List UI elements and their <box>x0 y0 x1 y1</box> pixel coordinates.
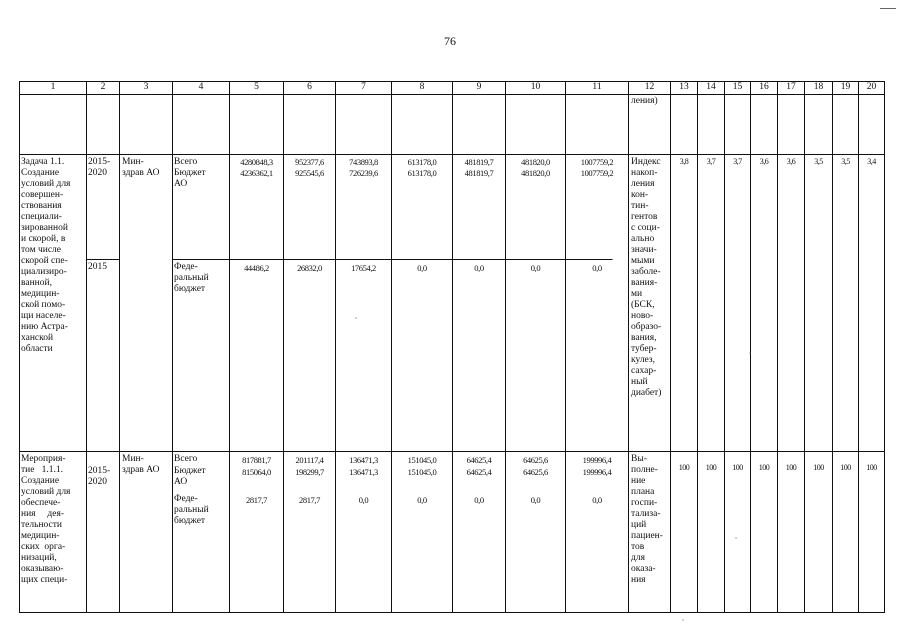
task-federal-value: 26832,0 <box>297 263 322 273</box>
header-col-11: 11 <box>592 82 602 92</box>
header-col-12: 12 <box>644 82 655 92</box>
measure-federal-value: 2817,7 <box>299 495 320 505</box>
header-col-1: 1 <box>50 82 56 92</box>
header-col-19: 19 <box>840 82 851 92</box>
task-federal-value: 17654,2 <box>351 263 376 273</box>
task-federal-value: 0,0 <box>530 263 541 273</box>
measure-source-regional: Бюджет АО <box>174 466 206 487</box>
measure-regional-value: 199996,4 <box>582 467 612 477</box>
measure-period: 2015- 2020 <box>88 466 111 487</box>
measure-target: 100 <box>840 463 851 472</box>
task-total-value: 613178,0 <box>407 157 437 167</box>
header-col-16: 16 <box>759 82 769 92</box>
measure-federal-value: 0,0 <box>358 495 369 505</box>
header-col-8: 8 <box>419 82 425 92</box>
task-target: 3,6 <box>786 157 796 166</box>
measure-total-value: 199996,4 <box>582 455 612 465</box>
task-target: 3,5 <box>814 157 823 166</box>
header-col-5: 5 <box>254 82 259 92</box>
measure-total-value: 151045,0 <box>407 455 437 465</box>
task-regional-value: 4236362,1 <box>240 168 273 178</box>
measure-federal-value: 2817,7 <box>246 495 267 505</box>
header-col-9: 9 <box>476 82 482 92</box>
measure-federal-value: 0,0 <box>530 495 541 505</box>
task-federal-value: 44486,2 <box>244 263 269 273</box>
task-federal-value: 0,0 <box>592 263 602 273</box>
task-target: 3,6 <box>759 157 769 166</box>
indicator-continuation: ления) <box>631 96 658 106</box>
task-source-total: Всего <box>174 157 198 167</box>
task-federal-value: 0,0 <box>417 263 427 273</box>
task-source-federal: Феде- ральный бюджет <box>174 262 209 294</box>
measure-target: 100 <box>866 463 877 472</box>
measure-source-federal: Феде- ральный бюджет <box>174 494 209 526</box>
header-col-14: 14 <box>706 82 716 92</box>
task-regional-value: 1007759,2 <box>580 168 614 178</box>
task-period: 2015- 2020 <box>88 157 111 178</box>
task-total-value: 481820,0 <box>521 157 550 167</box>
header-col-15: 15 <box>732 82 743 92</box>
measure-total-value: 817881,7 <box>242 455 271 465</box>
task-regional-value: 613178,0 <box>407 168 437 178</box>
measure-target: 100 <box>758 463 770 472</box>
measure-indicator: Вы- полне- ние плана госпи- тализа- ций пациен- тов для оказа- ния <box>631 454 663 585</box>
task-regional-value: 726239,6 <box>349 168 378 178</box>
measure-target: 100 <box>678 463 690 472</box>
measure-regional-value: 64625,6 <box>523 467 548 477</box>
task-total-value: 481819,7 <box>464 157 494 167</box>
task-regional-value: 481819,7 <box>464 168 494 178</box>
task-total-value: 743893,8 <box>349 157 378 167</box>
task-total-value: 952377,6 <box>295 157 324 167</box>
header-col-13: 13 <box>679 82 689 92</box>
measure-federal-value: 0,0 <box>474 495 484 505</box>
task-target: 3,7 <box>706 157 716 166</box>
task-target: 3,8 <box>679 157 689 166</box>
measure-federal-value: 0,0 <box>417 495 427 505</box>
measure-regional-value: 64625,4 <box>466 467 492 477</box>
measure-regional-value: 136471,3 <box>349 467 378 477</box>
measure-total-value: 136471,3 <box>349 455 378 465</box>
header-col-18: 18 <box>813 82 824 92</box>
header-col-4: 4 <box>198 82 204 92</box>
header-col-6: 6 <box>307 82 312 92</box>
task-target: 3,5 <box>841 157 850 166</box>
measure-total-value: 64625,4 <box>466 455 492 465</box>
header-col-2: 2 <box>100 82 106 92</box>
measure-target: 100 <box>705 463 717 472</box>
task-total-value: 1007759,2 <box>580 157 614 167</box>
measure-regional-value: 815064,0 <box>242 467 271 477</box>
task-regional-value: 925545,6 <box>295 168 324 178</box>
header-col-7: 7 <box>361 82 366 92</box>
measure-source-total: Всего <box>174 454 198 464</box>
header-col-10: 10 <box>530 82 541 92</box>
measure-federal-value: 0,0 <box>592 495 602 505</box>
header-col-3: 3 <box>143 82 149 92</box>
measure-title: Мероприя- тие 1.1.1. Создание условий для обеспече- ния дея- тельности медицин- ских орга- низаций, оказываю- щих специ- <box>21 454 71 585</box>
task-federal-value: 0,0 <box>474 263 484 273</box>
measure-regional-value: 151045,0 <box>407 467 437 477</box>
header-col-20: 20 <box>866 82 877 92</box>
task-executor: Мин- здрав АО <box>122 157 160 178</box>
task-target: 3,7 <box>733 157 742 166</box>
task-indicator: Индекс накоп- ления кон- тин- гентов с соци- ально значи- мыми заболе- вания- ми (БСК, ново- образо- вания, тубер- кулез, сахар- ный диабет) <box>631 157 662 398</box>
task-source-regional: Бюджет АО <box>174 168 206 189</box>
task-title: Задача 1.1. Создание условий для совершен- ствования специали- зированной и скорой, в том числе скорой спе- циализиро- ванной, медицин- ской помо- щи населе- нию Астра- ханской области <box>21 157 71 354</box>
measure-target: 100 <box>732 463 743 472</box>
measure-target: 100 <box>785 463 797 472</box>
measure-target: 100 <box>813 463 824 472</box>
measure-executor: Мин- здрав АО <box>122 454 160 475</box>
header-col-17: 17 <box>786 82 796 92</box>
measure-total-value: 201117,4 <box>295 455 324 465</box>
page-number: 76 <box>444 34 456 48</box>
task-regional-value: 481820,0 <box>521 168 550 178</box>
task-total-value: 4280848,3 <box>240 157 273 167</box>
task-target: 3,4 <box>867 157 876 166</box>
task-period-federal: 2015 <box>88 262 107 272</box>
measure-total-value: 64625,6 <box>523 455 548 465</box>
measure-regional-value: 198299,7 <box>295 467 324 477</box>
